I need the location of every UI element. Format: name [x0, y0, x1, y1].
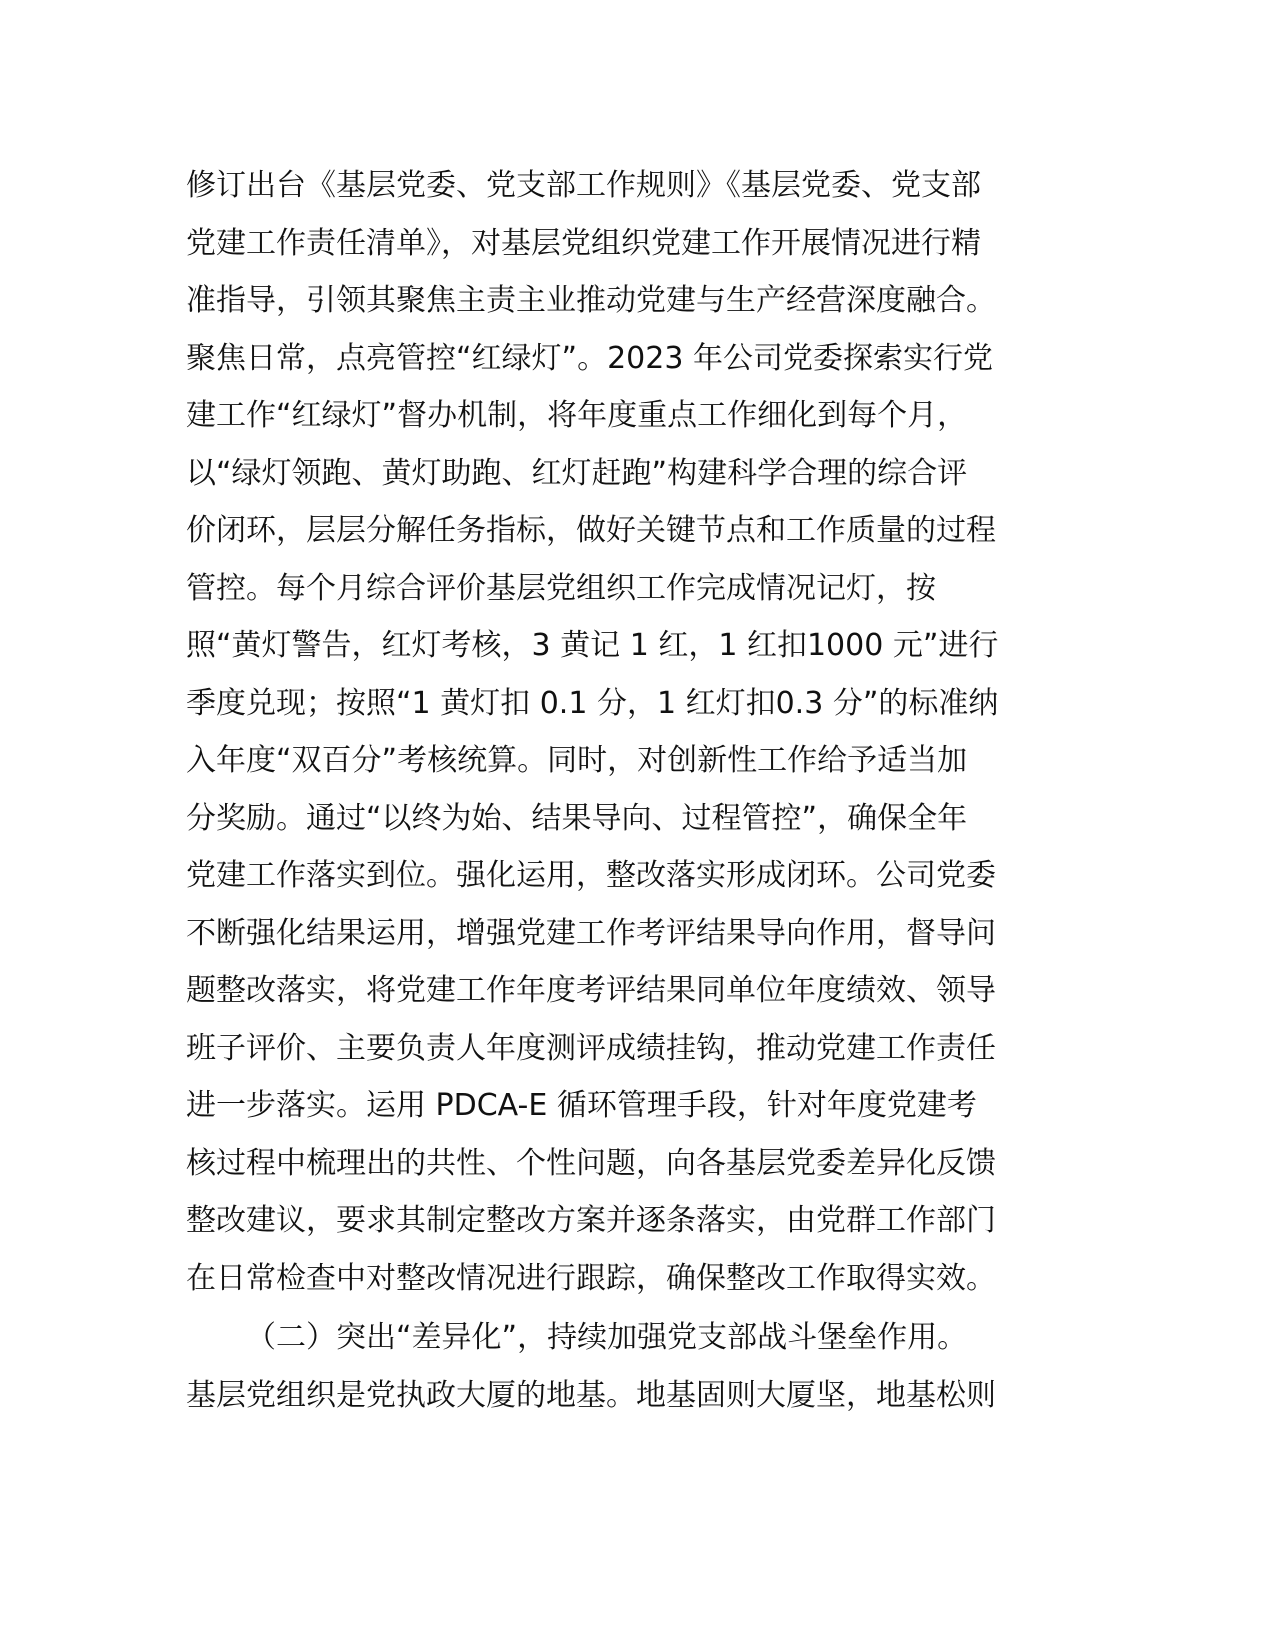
- text-line: 基层党组织是党执政大厦的地基。地基固则大厦坚，地基松则: [186, 1377, 996, 1413]
- text-line: 核过程中梳理出的共性、个性问题，向各基层党委差异化反馈: [186, 1145, 996, 1181]
- text-line: 照“黄灯警告，红灯考核，3 黄记 1 红，1 红扣1000 元”进行: [186, 628, 999, 663]
- text-line: 党建工作落实到位。强化运用，整改落实形成闭环。公司党委: [186, 858, 996, 893]
- text-line: 准指导，引领其聚焦主责主业推动党建与生产经营深度融合。: [186, 283, 996, 318]
- text-line: 在日常检查中对整改情况进行跟踪，确保整改工作取得实效。: [186, 1260, 996, 1296]
- text-line: 题整改落实，将党建工作年度考评结果同单位年度绩效、领导: [186, 973, 996, 1008]
- text-line: 进一步落实。运用 PDCA-E 循环管理手段，针对年度党建考: [186, 1088, 977, 1123]
- text-line: 修订出台《基层党委、党支部工作规则》《基层党委、党支部: [186, 168, 981, 203]
- text-line: 班子评价、主要负责人年度测评成绩挂钩，推动党建工作责任: [186, 1030, 996, 1066]
- text-line: 整改建议，要求其制定整改方案并逐条落实，由党群工作部门: [186, 1203, 996, 1238]
- text-line: 分奖励。通过“以终为始、结果导向、过程管控”，确保全年: [186, 800, 968, 836]
- text-line: 聚焦日常，点亮管控“红绿灯”。2023 年公司党委探索实行党: [186, 340, 993, 376]
- text-line: 价闭环，层层分解任务指标，做好关键节点和工作质量的过程: [186, 513, 996, 548]
- body-text: [186, 157, 1086, 1424]
- text-line: 不断强化结果运用，增强党建工作考评结果导向作用，督导问: [186, 915, 996, 951]
- text-line: 党建工作责任清单》，对基层党组织党建工作开展情况进行精: [186, 225, 981, 261]
- text-line: 管控。每个月综合评价基层党组织工作完成情况记灯，按: [186, 570, 936, 606]
- text-line: 建工作“红绿灯”督办机制，将年度重点工作细化到每个月，: [186, 398, 968, 433]
- text-line: 入年度“双百分”考核统算。同时，对创新性工作给予适当加: [186, 743, 968, 778]
- section-heading: （二）突出“差异化”，持续加强党支部战斗堡垒作用。: [246, 1320, 968, 1355]
- text-line: 季度兑现；按照“1 黄灯扣 0.1 分，1 红灯扣0.3 分”的标准纳: [186, 685, 999, 721]
- text-line: 以“绿灯领跑、黄灯助跑、红灯赶跑”构建科学合理的综合评: [186, 455, 968, 491]
